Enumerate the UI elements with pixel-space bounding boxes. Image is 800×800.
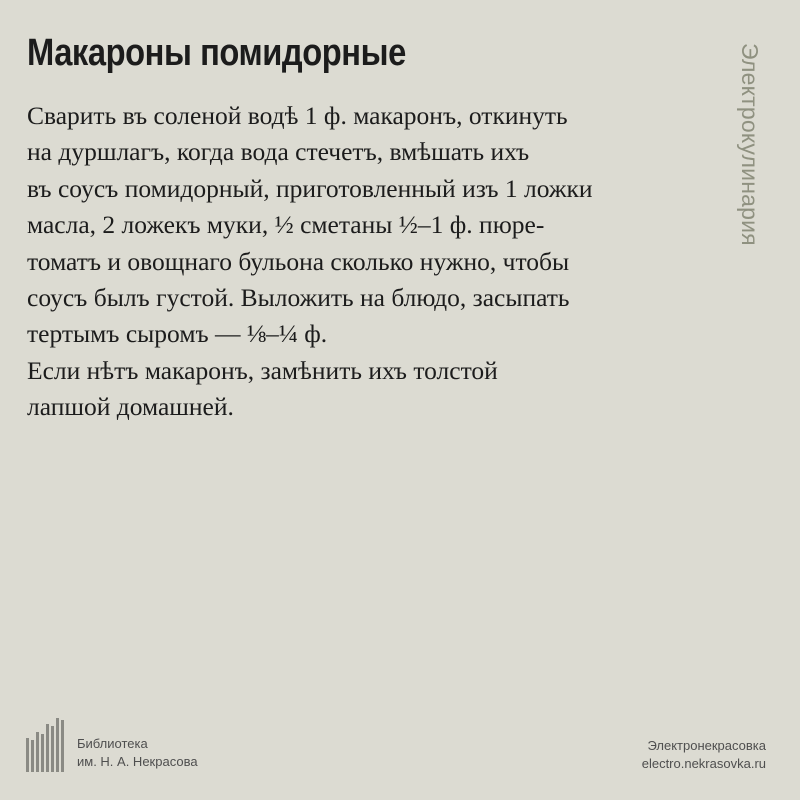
recipe-line: лапшой домашней. xyxy=(27,392,234,422)
recipe-line: масла, 2 ложекъ муки, ½ сметаны ½–1 ф. пюре- xyxy=(27,210,545,240)
recipe-line: томатъ и овощнаго бульона сколько нужно, чтобы xyxy=(27,246,570,276)
recipe-line: въ соусъ помидорный, приготовленный изъ 1 ложки xyxy=(27,173,593,203)
library-logo-icon xyxy=(26,718,70,772)
footer-project-name: Электронекрасовка xyxy=(647,738,766,753)
series-label: Электрокулинария xyxy=(737,43,763,246)
recipe-line: Если нѣтъ макаронъ, замѣнить ихъ толстой xyxy=(27,355,498,385)
recipe-title: Макароны помидорные xyxy=(27,32,406,74)
footer-credits xyxy=(642,737,766,773)
recipe-line: Сварить въ соленой водѣ 1 ф. макаронъ, откинуть xyxy=(27,101,568,130)
library-name-line: им. Н. А. Некрасова xyxy=(77,754,198,769)
recipe-line: на дуршлагъ, когда вода стечетъ, вмѣшать ихъ xyxy=(27,137,530,167)
recipe-line: соусъ былъ густой. Выложить на блюдо, засыпать xyxy=(27,283,570,313)
library-logo xyxy=(26,718,198,772)
recipe-text xyxy=(27,98,727,426)
footer-site-link[interactable]: electro.nekrasovka.ru xyxy=(641,756,766,771)
library-name-line: Библиотека xyxy=(77,736,148,751)
library-name xyxy=(77,735,198,771)
recipe-line: тертымъ сыромъ — ⅛–¼ ф. xyxy=(27,319,328,349)
